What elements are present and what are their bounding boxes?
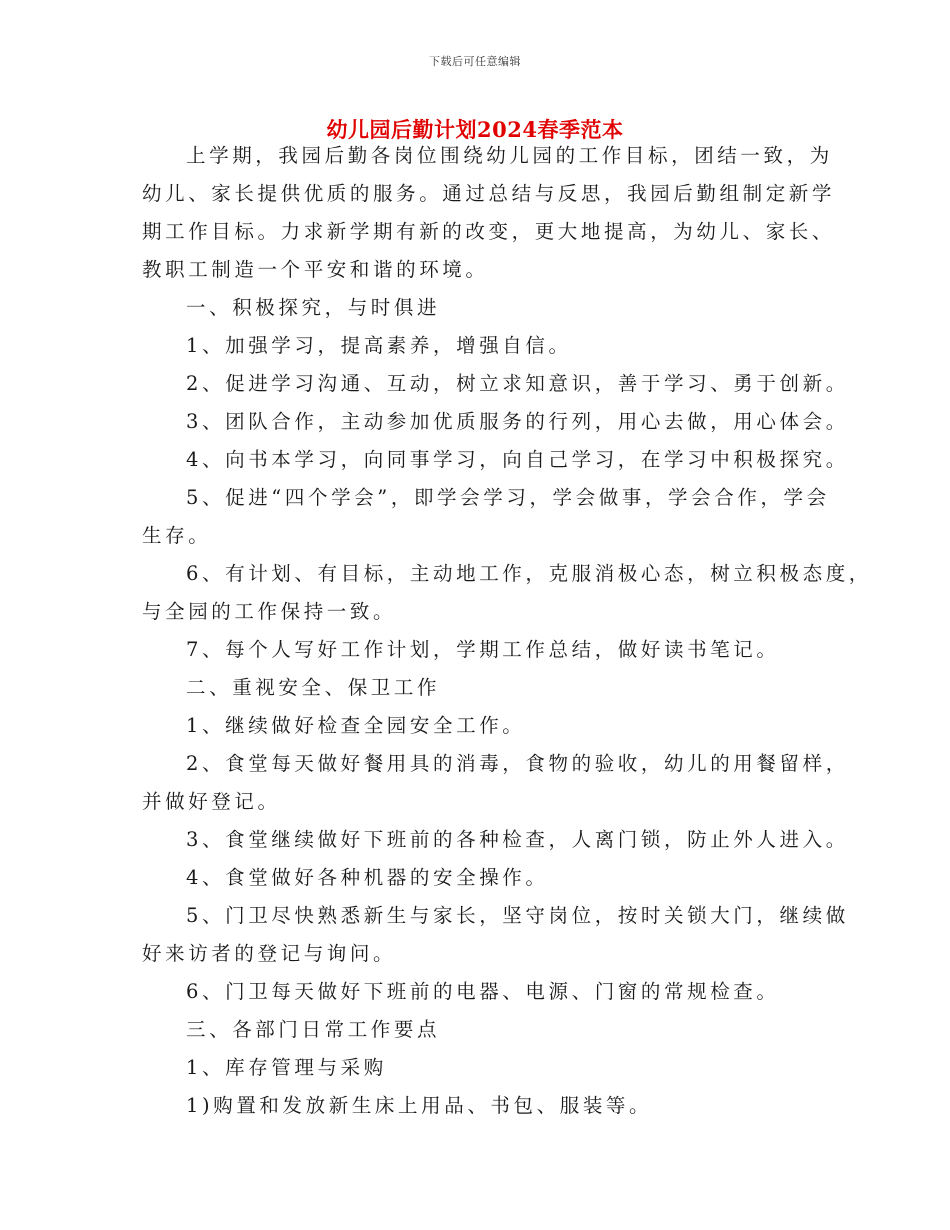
header-note: 下载后可任意编辑 [429, 55, 521, 68]
list-item: 1、库存管理与采购 [186, 1056, 387, 1079]
list-item: 3、食堂继续做好下班前的各种检查，人离门锁，防止外人进入。 [186, 828, 849, 851]
list-item-continuation: 并做好登记。 [142, 790, 281, 813]
list-item: 1、继续做好检查全园安全工作。 [186, 714, 526, 737]
section-heading: 二、重视安全、保卫工作 [186, 676, 441, 699]
document-title: 幼儿园后勤计划2024春季范本 [326, 117, 624, 142]
list-item: 1)购置和发放新生床上用品、书包、服装等。 [186, 1094, 653, 1117]
list-item: 7、每个人写好工作计划，学期工作总结，做好读书笔记。 [186, 638, 780, 661]
list-item: 6、门卫每天做好下班前的电器、电源、门窗的常规检查。 [186, 980, 780, 1003]
list-item: 6、有计划、有目标，主动地工作，克服消极心态，树立积极态度， [186, 562, 872, 585]
paragraph-line: 幼儿、家长提供优质的服务。通过总结与反思，我园后勤组制定新学 [142, 182, 836, 205]
section-heading: 三、各部门日常工作要点 [186, 1018, 441, 1041]
list-item: 3、团队合作，主动参加优质服务的行列，用心去做，用心体会。 [186, 410, 849, 433]
paragraph-line: 上学期，我园后勤各岗位围绕幼儿园的工作目标，团结一致，为 [186, 144, 833, 167]
paragraph-line: 教职工制造一个平安和谐的环境。 [142, 258, 489, 281]
list-item-continuation: 好来访者的登记与询问。 [142, 942, 397, 965]
list-item: 2、促进学习沟通、互动，树立求知意识，善于学习、勇于创新。 [186, 372, 849, 395]
list-item-continuation: 与全园的工作保持一致。 [142, 600, 397, 623]
list-item: 5、促进“四个学会”，即学会学习，学会做事，学会合作，学会 [186, 486, 830, 509]
document-body [142, 137, 872, 1125]
list-item: 1、加强学习，提高素养，增强自信。 [186, 334, 572, 357]
section-heading: 一、积极探究，与时俱进 [186, 296, 441, 319]
list-item: 4、食堂做好各种机器的安全操作。 [186, 866, 549, 889]
list-item: 5、门卫尽快熟悉新生与家长，坚守岗位，按时关锁大门，继续做 [186, 904, 849, 927]
list-item: 2、食堂每天做好餐用具的消毒，食物的验收，幼儿的用餐留样， [186, 752, 849, 775]
paragraph-line: 期工作目标。力求新学期有新的改变，更大地提高，为幼儿、家长、 [142, 220, 836, 243]
list-item-continuation: 生存。 [142, 524, 212, 547]
list-item: 4、向书本学习，向同事学习，向自己学习，在学习中积极探究。 [186, 448, 849, 471]
